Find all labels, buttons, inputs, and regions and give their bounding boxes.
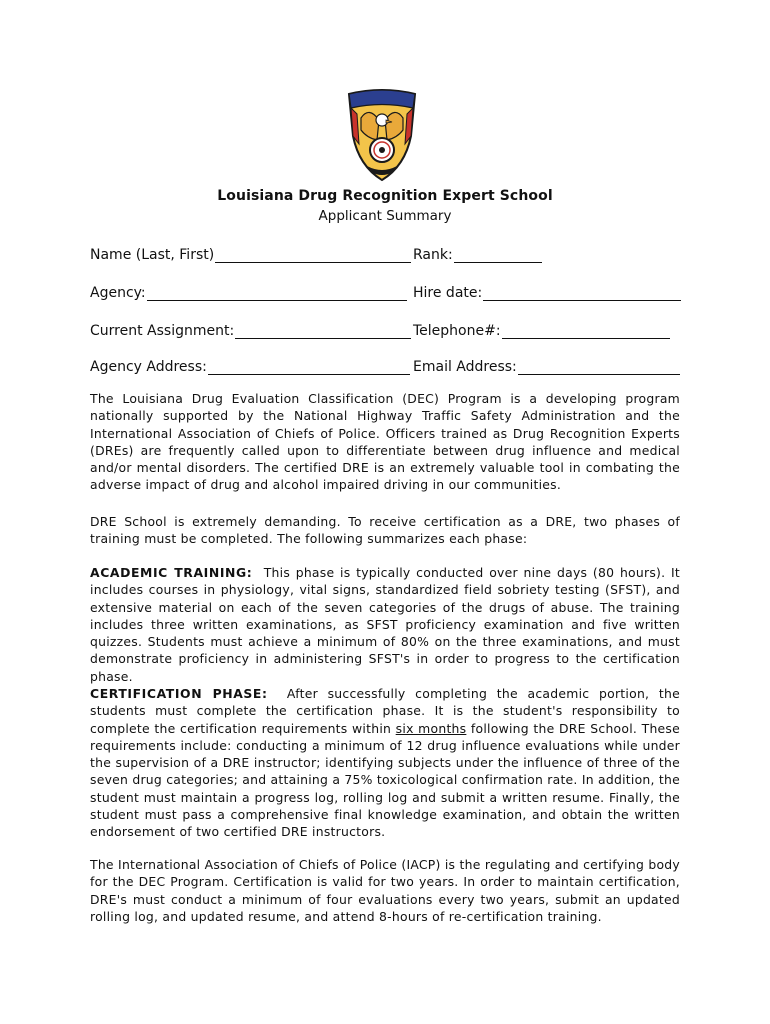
email-label: Email Address: [413,359,517,375]
rank-field[interactable] [413,245,542,263]
agency-field[interactable] [90,283,407,301]
academic-training-heading: ACADEMIC TRAINING: [90,565,253,580]
academic-training-text: This phase is typically conducted over nine days (80 hours). It includes courses in physiology, vital signs, standardized field sobriety testing (SFST), and extensive material on each of the seven categories of the drugs of abuse. The training includes three written examinations, as SFST proficiency examination and five written quizzes. Students must achieve a minimum of 80% on the three examinations, and must demonstrate proficiency in administering SFST's in order to progress to the certification phase. [90,565,680,684]
email-line[interactable] [518,360,680,375]
agency-address-label: Agency Address: [90,359,207,375]
agency-label: Agency: [90,285,146,301]
hire-date-line[interactable] [483,286,681,301]
assignment-field[interactable] [90,321,411,339]
academic-training-paragraph [90,564,680,685]
louisiana-state-police-eagle-seal-icon [339,86,425,182]
name-label: Name (Last, First) [90,247,215,263]
telephone-label: Telephone#: [413,323,501,339]
agency-address-field[interactable] [90,357,410,375]
rank-label: Rank: [413,247,453,263]
name-line[interactable] [215,248,411,263]
email-field[interactable] [413,357,680,375]
dre-school-paragraph: DRE School is extremely demanding. To receive certification as a DRE, two phases of training must be completed. The following summarizes each phase: [90,514,680,547]
certification-phase-heading: CERTIFICATION PHASE: [90,686,268,701]
name-field[interactable] [90,245,411,263]
iacp-paragraph: The International Association of Chiefs of Police (IACP) is the regulating and certifying body for the DEC Program. Certification is valid for two years. In order to maintain certification, DRE's must conduct a minimum of four evaluations every two years, submit an updated rolling log, and updated resume, and attend 8-hours of re-certification training. [90,857,680,924]
certification-phase-text-a: After successfully completing the academic portion, the students must complete the certification phase. It is the student's responsibility to complete the certification requirements within [90,686,680,736]
rank-line[interactable] [454,248,542,263]
certification-phase-text-b: following the DRE School. These requirements include: conducting a minimum of 12 drug influence evaluations while under the supervision of a DRE instructor; identifying subjects under the influence of three of the seven drug categories; and attaining a 75% toxicological confirmation rate. In addition, the student must maintain a progress log, rolling log and submit a written resume. Finally, the student must pass a comprehensive final knowledge examination, and obtain the written endorsement of two certified DRE instructors. [90,720,681,840]
certification-phase-paragraph [90,685,680,841]
intro-paragraph: The Louisiana Drug Evaluation Classification (DEC) Program is a developing program nationally supported by the National Highway Traffic Safety Administration and the International Association of Chiefs of Police. Officers trained as Drug Recognition Experts (DREs) are frequently called upon to differentiate between drug influence and medical and/or mental disorders. The certified DRE is an extremely valuable tool in combating the adverse impact of drug and alcohol impaired driving in our communities. [90,391,680,493]
telephone-line[interactable] [502,324,670,339]
hire-date-label: Hire date: [413,285,483,301]
six-months-underlined: six months [395,720,467,736]
document-subtitle: Applicant Summary [318,208,452,224]
agency-line[interactable] [147,286,407,301]
assignment-line[interactable] [235,324,411,339]
document-title: Louisiana Drug Recognition Expert School [217,188,553,204]
hire-date-field[interactable] [413,283,681,301]
assignment-label: Current Assignment: [90,323,235,339]
telephone-field[interactable] [413,321,670,339]
agency-address-line[interactable] [208,360,410,375]
